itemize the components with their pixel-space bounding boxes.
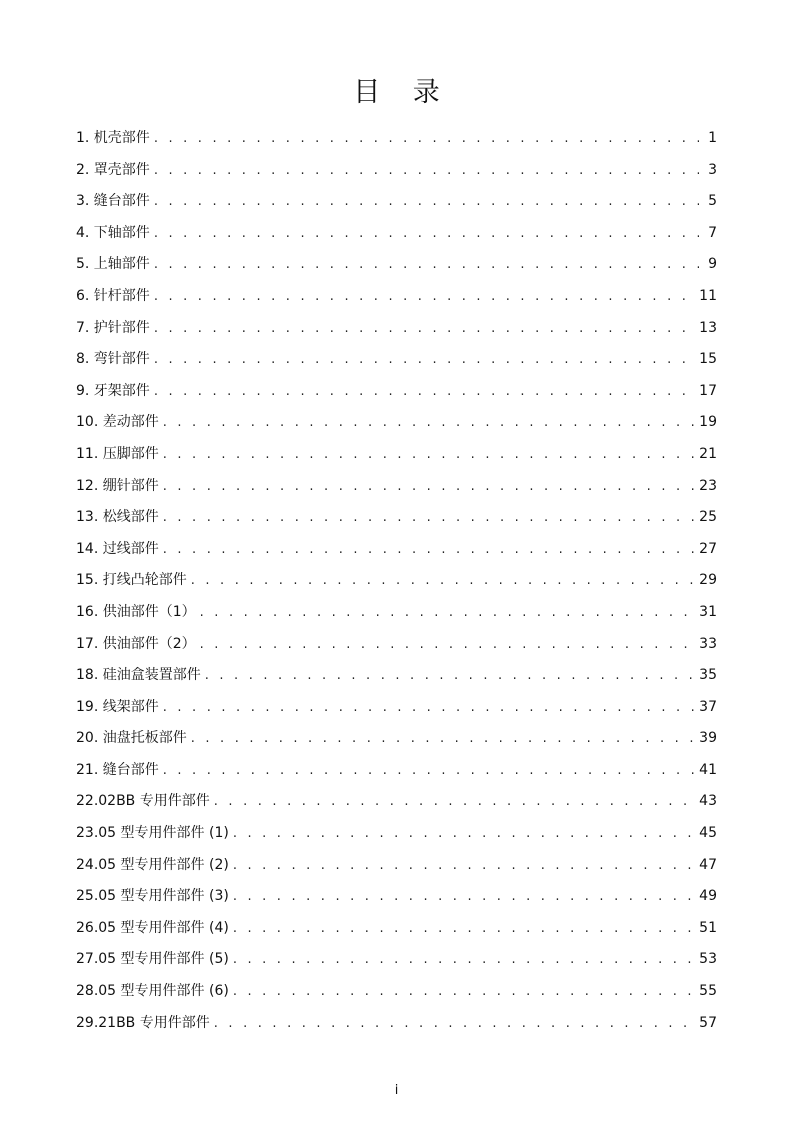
toc-entry[interactable]	[76, 348, 717, 380]
toc-entry-label: 17. 供油部件（2）	[76, 635, 196, 652]
toc-entry[interactable]	[76, 443, 717, 475]
toc-entry-label: 22.02BB 专用件部件	[76, 793, 210, 810]
toc-entry-page: 31	[699, 603, 717, 620]
toc-entry-label: 23.05 型专用件部件 (1)	[76, 825, 229, 842]
toc-entry[interactable]	[76, 159, 717, 191]
dot-leader	[200, 633, 696, 656]
dot-leader	[214, 790, 695, 813]
toc-entry[interactable]	[76, 601, 717, 633]
dot-leader	[191, 569, 695, 592]
dot-leader	[200, 601, 696, 624]
toc-entry[interactable]	[76, 127, 717, 159]
dot-leader	[233, 980, 695, 1003]
toc-entry[interactable]	[76, 980, 717, 1012]
table-of-contents	[76, 127, 717, 1043]
toc-entry[interactable]	[76, 664, 717, 696]
toc-entry-label: 10. 差动部件	[76, 414, 159, 431]
toc-entry-label: 6. 针杆部件	[76, 287, 150, 304]
dot-leader	[163, 411, 695, 434]
toc-entry-page: 19	[699, 414, 717, 431]
dot-leader	[233, 854, 695, 877]
toc-entry[interactable]	[76, 380, 717, 412]
dot-leader	[205, 664, 695, 687]
dot-leader	[154, 127, 699, 150]
toc-entry-label: 8. 弯针部件	[76, 351, 150, 368]
toc-entry-label: 26.05 型专用件部件 (4)	[76, 919, 229, 936]
toc-entry[interactable]	[76, 633, 717, 665]
toc-entry-page: 23	[699, 477, 717, 494]
dot-leader	[163, 538, 695, 561]
toc-entry[interactable]	[76, 917, 717, 949]
toc-entry-page: 35	[699, 667, 717, 684]
toc-entry-page: 13	[699, 319, 717, 336]
toc-entry-page: 33	[699, 635, 717, 652]
toc-entry[interactable]	[76, 759, 717, 791]
toc-entry-label: 13. 松线部件	[76, 509, 159, 526]
toc-entry-page: 7	[708, 224, 717, 241]
toc-entry[interactable]	[76, 569, 717, 601]
toc-entry-page: 49	[699, 888, 717, 905]
dot-leader	[154, 253, 699, 276]
toc-entry-label: 3. 缝台部件	[76, 193, 150, 210]
toc-entry-label: 5. 上轴部件	[76, 256, 150, 273]
toc-entry[interactable]	[76, 854, 717, 886]
toc-entry-page: 21	[699, 445, 717, 462]
toc-entry-page: 51	[699, 919, 717, 936]
toc-entry-label: 25.05 型专用件部件 (3)	[76, 888, 229, 905]
dot-leader	[154, 317, 695, 340]
toc-entry-label: 20. 油盘托板部件	[76, 730, 187, 747]
toc-entry[interactable]	[76, 790, 717, 822]
dot-leader	[233, 885, 695, 908]
toc-entry-page: 39	[699, 730, 717, 747]
toc-entry-page: 17	[699, 382, 717, 399]
dot-leader	[154, 285, 695, 308]
toc-entry-label: 24.05 型专用件部件 (2)	[76, 856, 229, 873]
toc-entry-label: 21. 缝台部件	[76, 761, 159, 778]
toc-entry[interactable]	[76, 475, 717, 507]
toc-entry-label: 9. 牙架部件	[76, 382, 150, 399]
toc-entry[interactable]	[76, 696, 717, 728]
toc-entry-page: 3	[708, 161, 717, 178]
toc-entry-label: 27.05 型专用件部件 (5)	[76, 951, 229, 968]
toc-entry-label: 15. 打线凸轮部件	[76, 572, 187, 589]
toc-entry-page: 25	[699, 509, 717, 526]
toc-entry[interactable]	[76, 253, 717, 285]
toc-entry-label: 1. 机壳部件	[76, 130, 150, 146]
toc-entry-page: 1	[708, 130, 717, 146]
dot-leader	[154, 348, 695, 371]
dot-leader	[163, 506, 695, 529]
page-title: 目 录	[353, 77, 452, 108]
dot-leader	[163, 759, 695, 782]
toc-entry[interactable]	[76, 317, 717, 349]
toc-entry[interactable]	[76, 948, 717, 980]
toc-entry[interactable]	[76, 885, 717, 917]
toc-entry-label: 12. 绷针部件	[76, 477, 159, 494]
toc-entry-page: 55	[699, 983, 717, 1000]
toc-entry[interactable]	[76, 506, 717, 538]
toc-entry-label: 11. 压脚部件	[76, 445, 159, 462]
toc-entry[interactable]	[76, 822, 717, 854]
toc-entry-page: 43	[699, 793, 717, 810]
toc-entry[interactable]	[76, 285, 717, 317]
toc-entry-page: 45	[699, 825, 717, 842]
dot-leader	[214, 1012, 695, 1035]
dot-leader	[233, 948, 695, 971]
footer-page-number: i	[394, 1083, 399, 1098]
toc-entry-page: 11	[699, 287, 717, 304]
dot-leader	[154, 190, 699, 213]
toc-entry[interactable]	[76, 1012, 717, 1044]
dot-leader	[154, 380, 695, 403]
toc-entry[interactable]	[76, 727, 717, 759]
toc-entry-label: 7. 护针部件	[76, 319, 150, 336]
toc-entry-page: 29	[699, 572, 717, 589]
toc-entry-page: 47	[699, 856, 717, 873]
dot-leader	[191, 727, 695, 750]
toc-entry-label: 28.05 型专用件部件 (6)	[76, 983, 229, 1000]
toc-entry[interactable]	[76, 190, 717, 222]
toc-entry-page: 37	[699, 698, 717, 715]
toc-entry-label: 4. 下轴部件	[76, 224, 150, 241]
toc-entry-label: 14. 过线部件	[76, 540, 159, 557]
toc-entry-label: 16. 供油部件（1）	[76, 603, 196, 620]
dot-leader	[154, 159, 699, 182]
toc-entry-page: 9	[708, 256, 717, 273]
toc-entry-label: 19. 线架部件	[76, 698, 159, 715]
dot-leader	[233, 822, 695, 845]
dot-leader	[163, 443, 695, 466]
dot-leader	[163, 696, 695, 719]
toc-entry-page: 15	[699, 351, 717, 368]
dot-leader	[233, 917, 695, 940]
toc-entry-page: 57	[699, 1014, 717, 1031]
dot-leader	[163, 475, 695, 498]
toc-entry[interactable]	[76, 222, 717, 254]
toc-entry[interactable]	[76, 538, 717, 570]
toc-entry-label: 29.21BB 专用件部件	[76, 1014, 210, 1031]
toc-entry-page: 41	[699, 761, 717, 778]
dot-leader	[154, 222, 699, 245]
toc-entry-label: 18. 硅油盒装置部件	[76, 667, 201, 684]
toc-entry-page: 5	[708, 193, 717, 210]
toc-entry-page: 27	[699, 540, 717, 557]
toc-entry-label: 2. 罩壳部件	[76, 161, 150, 178]
toc-entry[interactable]	[76, 411, 717, 443]
toc-entry-page: 53	[699, 951, 717, 968]
